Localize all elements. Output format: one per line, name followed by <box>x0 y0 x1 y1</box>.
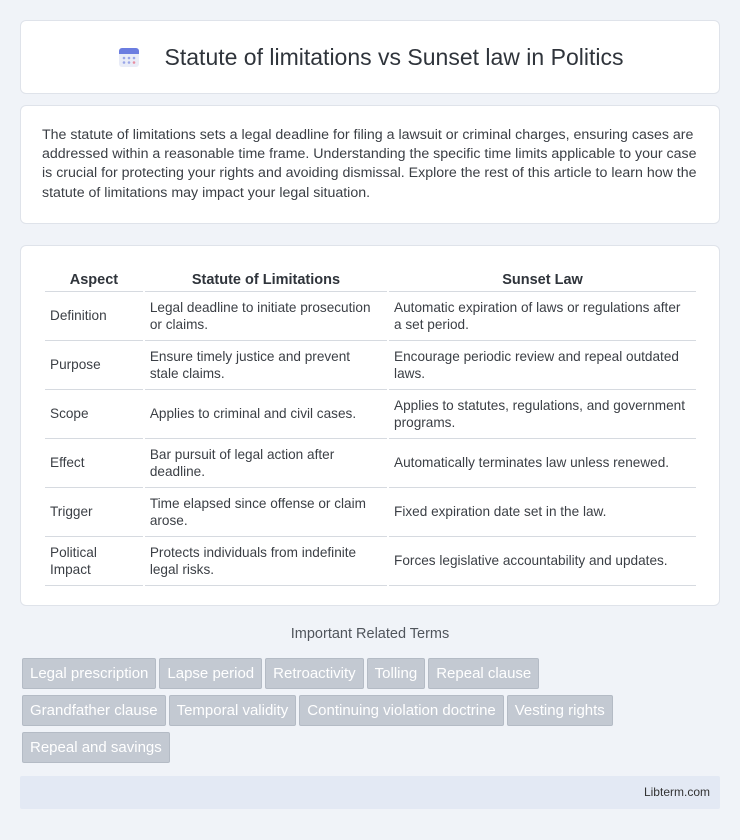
related-terms-list <box>22 658 722 769</box>
table-row <box>45 390 696 439</box>
table-cell: Political Impact <box>45 537 143 586</box>
table-cell: Automatically terminates law unless renewed. <box>389 439 696 488</box>
table-cell: Encourage periodic review and repeal outdated laws. <box>389 341 696 390</box>
calendar-icon <box>117 45 141 69</box>
table-cell: Scope <box>45 390 143 439</box>
related-term-tag[interactable]: Continuing violation doctrine <box>299 695 503 726</box>
page-title: Statute of limitations vs Sunset law in Politics <box>164 43 624 70</box>
table-row <box>45 341 696 390</box>
table-cell: Fixed expiration date set in the law. <box>389 488 696 537</box>
column-header: Statute of Limitations <box>145 266 387 292</box>
table-cell: Ensure timely justice and prevent stale claims. <box>145 341 387 390</box>
related-term-tag[interactable]: Temporal validity <box>169 695 297 726</box>
table-cell: Applies to statutes, regulations, and government programs. <box>389 390 696 439</box>
table-row <box>45 292 696 341</box>
comparison-card <box>20 245 720 606</box>
related-terms-heading: Important Related Terms <box>290 626 450 642</box>
table-cell: Protects individuals from indefinite legal risks. <box>145 537 387 586</box>
table-row <box>45 537 696 586</box>
related-term-tag[interactable]: Lapse period <box>159 658 262 689</box>
table-cell: Trigger <box>45 488 143 537</box>
related-term-tag[interactable]: Repeal and savings <box>22 732 170 763</box>
table-row <box>45 488 696 537</box>
intro-card <box>20 105 720 224</box>
table-cell: Forces legislative accountability and updates. <box>389 537 696 586</box>
table-cell: Time elapsed since offense or claim arose. <box>145 488 387 537</box>
title-card <box>20 20 720 94</box>
table-cell: Automatic expiration of laws or regulations after a set period. <box>389 292 696 341</box>
comparison-table <box>43 266 698 586</box>
column-header: Aspect <box>45 266 143 292</box>
related-term-tag[interactable]: Repeal clause <box>428 658 539 689</box>
related-term-tag[interactable]: Grandfather clause <box>22 695 166 726</box>
footer-site-link[interactable]: Libterm.com <box>20 776 720 809</box>
related-term-tag[interactable]: Retroactivity <box>265 658 364 689</box>
table-cell: Effect <box>45 439 143 488</box>
column-header: Sunset Law <box>389 266 696 292</box>
table-cell: Definition <box>45 292 143 341</box>
related-term-tag[interactable]: Tolling <box>367 658 426 689</box>
table-cell: Applies to criminal and civil cases. <box>145 390 387 439</box>
table-cell: Purpose <box>45 341 143 390</box>
related-term-tag[interactable]: Legal prescription <box>22 658 156 689</box>
table-row <box>45 439 696 488</box>
table-header-row <box>45 266 696 292</box>
intro-text: The statute of limitations sets a legal deadline for filing a lawsuit or criminal charges, ensuring cases are addressed within a reasonable time frame. Understanding the specific time limits applicable to your case is crucial for protecting your rights and avoiding dismissal. Explore the rest of this article to learn how the statute of limitations may impact your legal situation. <box>42 127 697 201</box>
table-cell: Legal deadline to initiate prosecution or claims. <box>145 292 387 341</box>
related-term-tag[interactable]: Vesting rights <box>507 695 613 726</box>
table-cell: Bar pursuit of legal action after deadline. <box>145 439 387 488</box>
